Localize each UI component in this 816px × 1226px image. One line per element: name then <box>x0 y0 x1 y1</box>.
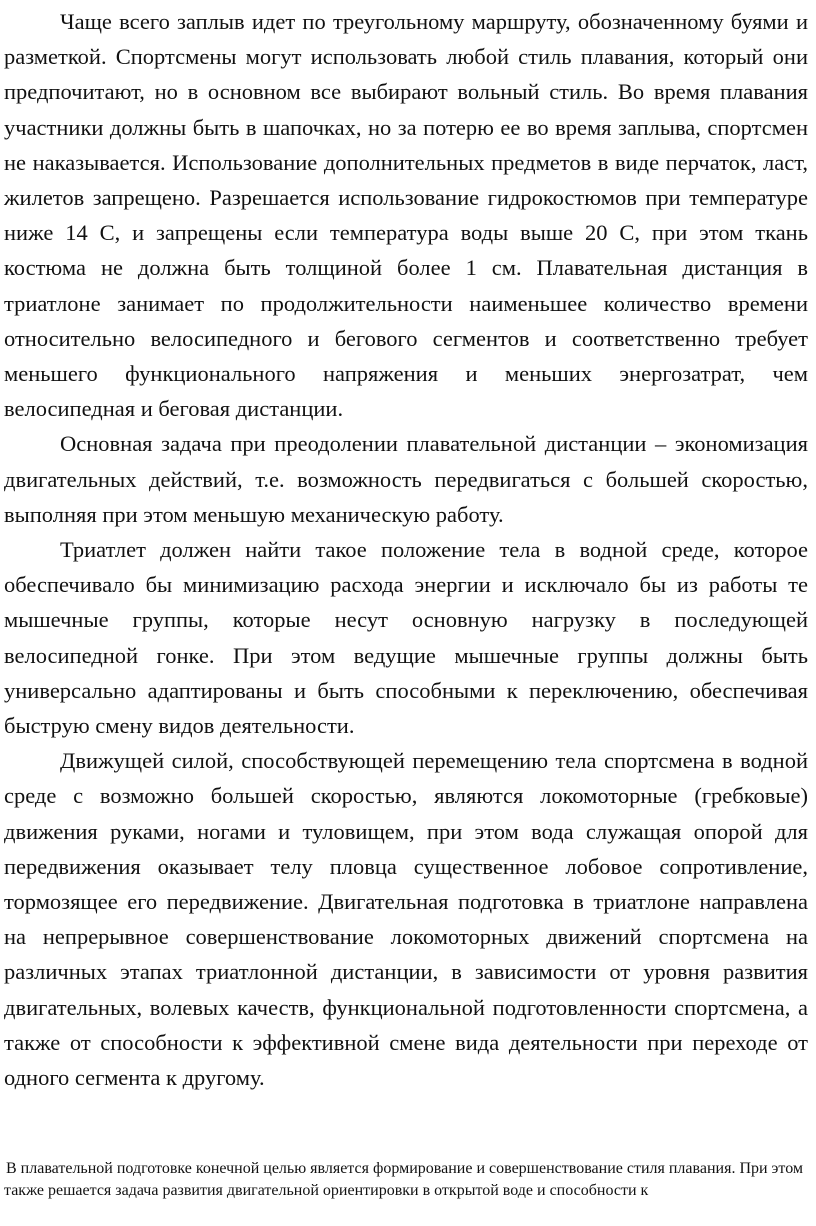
footnote-text: В плавательной подготовке конечной целью является формирование и совершенствование стиля плавания. При этом также решается задача развития двигательной ориентировки в открытой воде и способности к <box>4 1160 804 1199</box>
main-text <box>4 4 808 1095</box>
paragraph-main-task: Основная задача при преодолении плавательной дистанции – экономизация двигательных действий, т.е. возможность передвигаться с большей скоростью, выполняя при этом меньшую механическую работу. <box>4 431 808 527</box>
paragraph-body-position: Триатлет должен найти такое положение тела в водной среде, которое обеспечивало бы минимизацию расхода энергии и исключало бы из работы те мышечные группы, которые несут основную нагрузку в последующей велосипедной гонке. При этом ведущие мышечные группы должны быть универсально адаптированы и быть способными к переключению, обеспечивая быструю смену видов деятельности. <box>4 537 808 739</box>
paragraph-swim-route: Чаще всего заплыв идет по треугольному маршруту, обозначенному буями и разметкой. Спортсмены могут использовать любой стиль плавания, который они предпочитают, но в основном все выбирают вольный стиль. Во время плавания участники должны быть в шапочках, но за потерю ее во время заплыва, спортсмен не наказывается. Использование дополнительных предметов в виде перчаток, ласт, жилетов запрещено. Разрешается использование гидрокостюмов при температуре ниже 14 С, и запрещены если температура воды выше 20 С, при этом ткань костюма не должна быть толщиной более 1 см. Плавательная дистанция в триатлоне занимает по продолжительности наименьшее количество времени относительно велосипедного и бегового сегментов и соответственно требует меньшего функционального напряжения и меньших энергозатрат, чем велосипедная и беговая дистанции. <box>4 9 808 422</box>
paragraph-driving-force: Движущей силой, способствующей перемещению тела спортсмена в водной среде с возможно большей скоростью, являются локомоторные (гребковые) движения руками, ногами и туловищем, при этом вода служащая опорой для передвижения оказывает телу пловца существенное лобовое сопротивление, тормозящее его передвижение. Двигательная подготовка в триатлоне направлена на непрерывное совершенствование локомоторных движений спортсмена на различных этапах триатлонной дистанции, в зависимости от уровня развития двигательных, волевых качеств, функциональной подготовленности спортсмена, а также от способности к эффективной смене вида деятельности при переходе от одного сегмента к другому. <box>4 748 808 1091</box>
